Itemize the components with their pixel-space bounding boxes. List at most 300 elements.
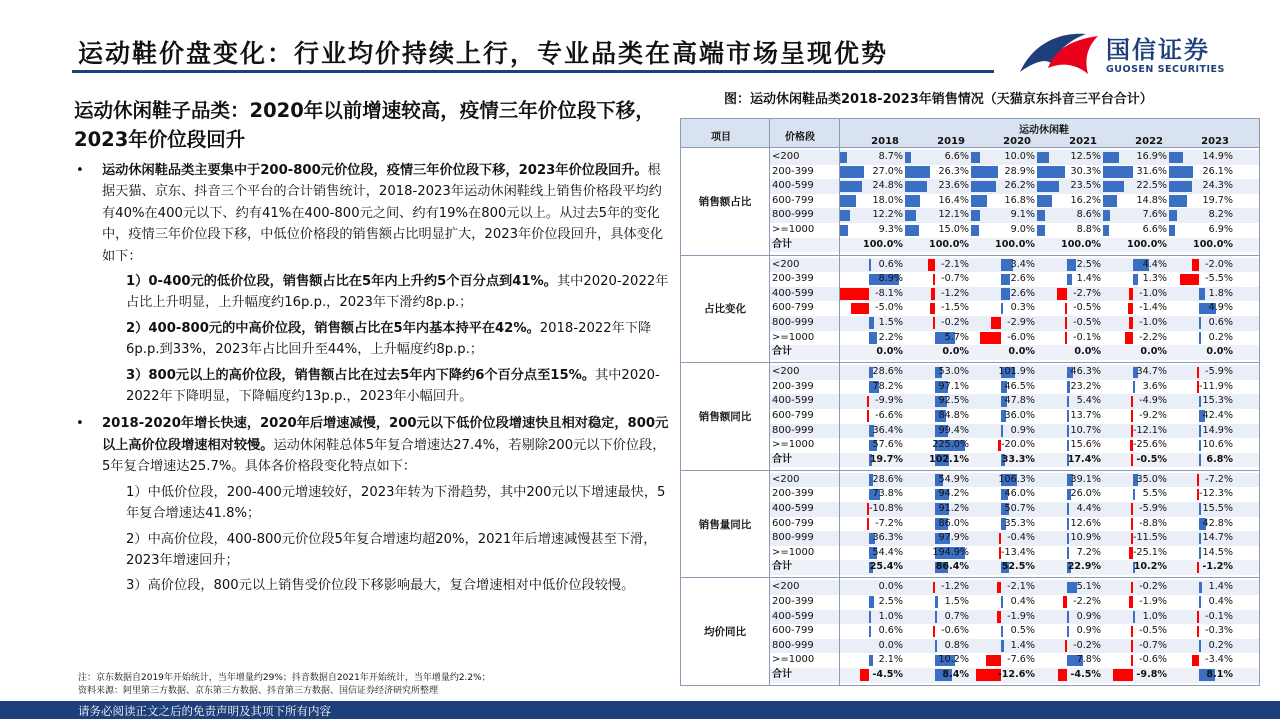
price-band-label: 800-999 — [772, 424, 814, 436]
value-cell — [1103, 595, 1169, 610]
cell-value: -0.5% — [1073, 316, 1101, 328]
cell-value: 33.3% — [1001, 453, 1035, 465]
price-band-label: <200 — [772, 258, 800, 270]
cell-value: 3.4% — [1010, 258, 1035, 270]
bullet-2-text: 运动休闲鞋总体5年复合增速达27.4%，若剔除200元以下价位段，5年复合增速达25.7%。具体各价格段变化特点如下： — [102, 437, 666, 475]
table-row — [769, 331, 1259, 346]
cell-value: 42.4% — [1202, 409, 1233, 421]
value-cell — [1103, 424, 1169, 439]
cell-value: 0.0% — [942, 346, 969, 358]
cell-value: 16.4% — [938, 194, 969, 206]
data-bar — [1199, 582, 1202, 594]
value-cell — [971, 487, 1037, 502]
table-row — [769, 580, 1259, 595]
value-cell — [1037, 560, 1103, 575]
cell-value: 0.0% — [878, 639, 903, 651]
header-item: 项目 — [711, 132, 731, 143]
cell-value: 100.0% — [929, 238, 969, 250]
value-cell — [839, 409, 905, 424]
cell-value: 5.7% — [944, 331, 969, 343]
price-band-label: 600-799 — [772, 194, 814, 206]
data-bar — [851, 303, 869, 315]
data-bar — [1131, 626, 1133, 638]
cell-value: -2.0% — [1205, 258, 1233, 270]
value-cell — [905, 487, 971, 502]
value-cell — [1103, 223, 1169, 238]
value-cell — [1103, 473, 1169, 488]
data-bar — [905, 152, 911, 164]
price-band-label: <200 — [772, 151, 800, 162]
value-cell — [1103, 165, 1169, 180]
value-cell — [839, 316, 905, 331]
value-cell — [971, 409, 1037, 424]
price-band-label: 200-399 — [772, 488, 814, 500]
value-cell — [839, 301, 905, 316]
data-bar — [1113, 669, 1133, 681]
value-cell — [839, 238, 905, 253]
value-cell — [1103, 624, 1169, 639]
cell-value: 8.9% — [878, 273, 903, 285]
price-band-label: 600-799 — [772, 517, 814, 529]
data-bar — [935, 640, 937, 652]
value-cell — [1037, 223, 1103, 238]
value-cell — [1103, 546, 1169, 561]
value-cell — [1037, 409, 1103, 424]
data-bar — [928, 259, 935, 271]
data-bar — [839, 225, 848, 237]
value-cell — [839, 487, 905, 502]
value-cell — [839, 610, 905, 625]
value-cell — [971, 258, 1037, 273]
value-cell — [1169, 179, 1235, 194]
value-cell — [1103, 653, 1169, 668]
year-header: 2021 — [1069, 136, 1097, 147]
value-cell — [1169, 595, 1235, 610]
table-row — [769, 238, 1259, 253]
table-row — [769, 301, 1259, 316]
data-bar — [935, 596, 938, 608]
cell-value: 0.0% — [878, 581, 903, 593]
value-cell — [1169, 438, 1235, 453]
title-underline — [72, 70, 994, 73]
value-cell — [1037, 653, 1103, 668]
value-cell — [1169, 639, 1235, 654]
value-cell — [1103, 668, 1169, 683]
data-bar — [931, 288, 935, 300]
value-cell — [1103, 331, 1169, 346]
bullet-dot-icon: • — [76, 163, 84, 178]
cell-value: 8.8% — [1076, 224, 1101, 235]
value-cell — [905, 301, 971, 316]
data-bar — [991, 317, 1001, 329]
data-bar — [1199, 640, 1201, 652]
value-cell — [1037, 624, 1103, 639]
cell-value: 57.6% — [872, 439, 903, 451]
table-row — [769, 208, 1259, 223]
data-bar — [1037, 152, 1049, 164]
table-row — [769, 453, 1259, 468]
block-label: 占比变化 — [704, 303, 746, 316]
table-row — [769, 639, 1259, 654]
data-bar — [1131, 582, 1133, 594]
cell-value: 0.4% — [1208, 595, 1233, 607]
cell-value: 8.6% — [1076, 209, 1101, 221]
data-bar — [1067, 533, 1069, 545]
cell-value: 22.9% — [1067, 561, 1101, 573]
guosen-logo — [1018, 28, 1258, 82]
value-cell — [839, 639, 905, 654]
data-bar — [1192, 259, 1199, 271]
value-cell — [905, 580, 971, 595]
disclaimer-text: 请务必阅读正文之后的免责声明及其项下所有内容 — [78, 704, 331, 718]
cell-value: 7.8% — [1076, 654, 1101, 666]
value-cell — [839, 438, 905, 453]
cell-value: 2.1% — [878, 654, 903, 666]
data-bar — [1037, 225, 1045, 237]
cell-value: -0.7% — [1139, 639, 1167, 651]
cell-value: 14.7% — [1202, 532, 1233, 544]
cell-value: -1.9% — [1007, 610, 1035, 622]
data-bar — [1199, 440, 1201, 452]
cell-value: 12.2% — [872, 209, 903, 221]
cell-value: -7.2% — [875, 517, 903, 529]
price-band-label: 400-599 — [772, 502, 814, 514]
sub-point-6: 3）高价位段，800元以上销售受价位段下移影响最大，复合增速相对中低价位段较慢。 — [126, 578, 635, 594]
cell-value: -0.2% — [941, 316, 969, 328]
value-cell — [971, 580, 1037, 595]
value-cell — [1037, 610, 1103, 625]
table-row — [769, 624, 1259, 639]
cell-value: -5.0% — [875, 302, 903, 314]
value-cell — [971, 438, 1037, 453]
cell-value: 1.4% — [1208, 581, 1233, 593]
value-cell — [1103, 272, 1169, 287]
data-bar — [1199, 425, 1201, 437]
sub-2-bold: 2）400-800元的中高价位段，销售额占比在5年内基本持平在42%。 — [126, 320, 540, 336]
value-cell — [905, 453, 971, 468]
cell-value: 15.3% — [1202, 395, 1233, 407]
value-cell — [839, 546, 905, 561]
data-bar — [1001, 303, 1003, 315]
sub-3-bold: 3）800元以上的高价位段，销售额占比在过去5年内下降约6个百分点至15%。 — [126, 367, 596, 383]
value-cell — [1037, 208, 1103, 223]
data-bar — [1133, 489, 1135, 501]
cell-value: 25.4% — [869, 561, 903, 573]
value-cell — [1103, 365, 1169, 380]
data-bar — [839, 181, 862, 193]
cell-value: 46.5% — [1004, 380, 1035, 392]
data-bar — [1067, 425, 1069, 437]
data-bar — [935, 611, 937, 623]
cell-value: 35.0% — [1136, 473, 1167, 485]
cell-value: 6.8% — [1206, 453, 1233, 465]
cell-value: 7.6% — [1142, 209, 1167, 221]
cell-value: -1.0% — [1139, 316, 1167, 328]
section-title: 运动休闲鞋子品类：2020年以前增速较高，疫情三年价位段下移，2023年价位段回升 — [74, 99, 655, 151]
cell-value: 12.6% — [1070, 517, 1101, 529]
value-cell — [839, 560, 905, 575]
block-label: 均价同比 — [704, 626, 746, 639]
year-header: 2019 — [937, 136, 965, 147]
cell-value: 36.3% — [872, 532, 903, 544]
cell-value: 8.2% — [1208, 209, 1233, 221]
column-divider — [769, 119, 770, 685]
value-cell — [971, 531, 1037, 546]
data-bar — [1129, 317, 1133, 329]
value-cell — [905, 165, 971, 180]
value-cell — [905, 473, 971, 488]
cell-value: -5.5% — [1205, 273, 1233, 285]
cell-value: -4.5% — [872, 668, 903, 680]
cell-value: 91.2% — [938, 502, 969, 514]
cell-value: -6.6% — [875, 409, 903, 421]
value-cell — [1103, 179, 1169, 194]
value-cell — [1037, 194, 1103, 209]
data-bar — [997, 582, 1001, 594]
price-band-label: 200-399 — [772, 273, 814, 285]
cell-value: 16.9% — [1136, 151, 1167, 162]
cell-value: 100.0% — [1193, 238, 1233, 250]
value-cell — [971, 473, 1037, 488]
value-cell — [905, 365, 971, 380]
value-cell — [1037, 487, 1103, 502]
data-bar — [1001, 640, 1004, 652]
data-bar — [869, 259, 871, 271]
table-row — [769, 424, 1259, 439]
value-cell — [1169, 546, 1235, 561]
data-bar — [1199, 396, 1201, 408]
value-cell — [971, 223, 1037, 238]
cell-value: -1.2% — [941, 581, 969, 593]
year-header: 2022 — [1135, 136, 1163, 147]
year-header: 2023 — [1201, 136, 1229, 147]
cell-value: 23.2% — [1070, 380, 1101, 392]
cell-value: 15.6% — [1070, 439, 1101, 451]
cell-value: 92.5% — [938, 395, 969, 407]
data-bar — [1065, 332, 1067, 344]
block-label: 销售额占比 — [698, 195, 752, 208]
data-bar — [1067, 626, 1069, 638]
value-cell — [905, 194, 971, 209]
value-cell — [1169, 223, 1235, 238]
data-bar — [933, 317, 935, 329]
value-cell — [905, 424, 971, 439]
value-cell — [1103, 453, 1169, 468]
cell-value: -1.9% — [1139, 595, 1167, 607]
cell-value: 2.5% — [1076, 258, 1101, 270]
value-cell — [1037, 316, 1103, 331]
value-cell — [839, 453, 905, 468]
data-bar — [869, 655, 873, 667]
cell-value: 1.3% — [1142, 273, 1167, 285]
price-band-label: <200 — [772, 581, 800, 593]
header-category: 运动休闲鞋 — [1019, 125, 1069, 136]
value-cell — [839, 653, 905, 668]
cell-value: -2.1% — [941, 258, 969, 270]
value-cell — [1169, 668, 1235, 683]
bullet-1-bold: 运动休闲鞋品类主要集中于200-800元价位段，疫情三年价位段下移，2023年价位段回升。 — [102, 163, 648, 178]
value-cell — [1169, 316, 1235, 331]
cell-value: 0.7% — [944, 610, 969, 622]
cell-value: 0.2% — [1208, 639, 1233, 651]
value-cell — [1037, 424, 1103, 439]
header-price-band: 价格段 — [785, 132, 815, 143]
cell-value: 26.3% — [938, 165, 969, 177]
value-cell — [1037, 546, 1103, 561]
cell-value: 4.4% — [1142, 258, 1167, 270]
data-bar — [1067, 547, 1069, 559]
value-cell — [1037, 301, 1103, 316]
value-cell — [1169, 380, 1235, 395]
cell-value: -2.2% — [1139, 331, 1167, 343]
cell-value: -25.1% — [1133, 546, 1167, 558]
value-cell — [971, 179, 1037, 194]
cell-value: 31.6% — [1136, 165, 1167, 177]
value-cell — [905, 238, 971, 253]
data-bar — [971, 166, 998, 178]
data-bar — [1169, 195, 1187, 207]
data-bar — [933, 626, 935, 638]
table-block — [681, 578, 1259, 686]
value-cell — [1103, 487, 1169, 502]
value-cell — [971, 624, 1037, 639]
data-bar — [1037, 210, 1045, 222]
cell-value: -0.3% — [1205, 625, 1233, 637]
cell-value: 0.4% — [1010, 595, 1035, 607]
value-cell — [839, 165, 905, 180]
price-band-label: 800-999 — [772, 639, 814, 651]
data-bar — [1125, 332, 1133, 344]
cell-value: 19.7% — [1202, 194, 1233, 206]
value-cell — [971, 639, 1037, 654]
cell-value: 28.9% — [1004, 165, 1035, 177]
cell-value: -2.9% — [1007, 316, 1035, 328]
cell-value: 10.6% — [1202, 439, 1233, 451]
bullet-dot-icon: • — [76, 416, 84, 432]
cell-value: 1.4% — [1076, 273, 1101, 285]
value-cell — [1169, 272, 1235, 287]
block-label: 销售量同比 — [698, 518, 752, 531]
data-bar — [1067, 396, 1069, 408]
price-band-label: 400-599 — [772, 287, 814, 299]
value-cell — [1103, 610, 1169, 625]
value-cell — [1169, 365, 1235, 380]
table-row — [769, 345, 1259, 360]
value-cell — [839, 179, 905, 194]
value-cell — [905, 610, 971, 625]
cell-value: 9.0% — [1010, 224, 1035, 235]
data-bar — [867, 518, 869, 530]
table-header — [681, 119, 1259, 148]
cell-value: 194.9% — [932, 546, 969, 558]
data-bar — [1067, 274, 1072, 286]
cell-value: -1.4% — [1139, 302, 1167, 314]
cell-value: 6.6% — [1142, 224, 1167, 235]
cell-value: -1.0% — [1139, 287, 1167, 299]
cell-value: 1.0% — [878, 610, 903, 622]
cell-value: 16.2% — [1070, 194, 1101, 206]
cell-value: 10.9% — [1070, 532, 1101, 544]
value-cell — [1037, 150, 1103, 165]
cell-value: 26.0% — [1070, 488, 1101, 500]
table-row — [769, 380, 1259, 395]
value-cell — [971, 345, 1037, 360]
cell-value: 0.6% — [878, 625, 903, 637]
cell-value: 26.1% — [1202, 165, 1233, 177]
data-bar — [1199, 332, 1201, 344]
value-cell — [1169, 301, 1235, 316]
value-cell — [839, 258, 905, 273]
table-row — [769, 502, 1259, 517]
value-cell — [1037, 365, 1103, 380]
data-bar — [1133, 611, 1135, 623]
data-bar — [1037, 181, 1059, 193]
cell-value: 36.4% — [872, 424, 903, 436]
cell-value: 24.3% — [1202, 180, 1233, 192]
value-cell — [971, 301, 1037, 316]
sub-point-1 — [74, 271, 670, 314]
data-bar — [1199, 288, 1205, 300]
price-band-label: 400-599 — [772, 610, 814, 622]
value-cell — [971, 331, 1037, 346]
value-cell — [905, 316, 971, 331]
value-cell — [1037, 453, 1103, 468]
cell-value: 100.0% — [1061, 238, 1101, 250]
price-band-label: 600-799 — [772, 302, 814, 314]
price-band-label: >=1000 — [772, 654, 815, 666]
price-band-label: <200 — [772, 473, 800, 485]
cell-value: 10.7% — [1070, 424, 1101, 436]
data-bar — [1067, 518, 1069, 530]
price-band-label: >=1000 — [772, 546, 815, 558]
cell-value: -2.7% — [1073, 287, 1101, 299]
logo-chinese-text: 国信证券 — [1106, 36, 1210, 64]
cell-value: 50.7% — [1004, 502, 1035, 514]
price-band-label: >=1000 — [772, 331, 815, 343]
table-block — [681, 363, 1259, 471]
price-band-label: 200-399 — [772, 165, 814, 177]
bullet-point-2 — [74, 413, 670, 477]
value-cell — [1103, 150, 1169, 165]
data-bar — [933, 274, 935, 286]
table-row — [769, 258, 1259, 273]
data-bar — [869, 626, 871, 638]
value-cell — [839, 424, 905, 439]
value-cell — [905, 345, 971, 360]
cell-value: 94.2% — [938, 488, 969, 500]
data-bar — [1133, 381, 1135, 393]
cell-value: -8.1% — [875, 287, 903, 299]
value-cell — [1169, 502, 1235, 517]
data-bar — [1131, 640, 1133, 652]
data-bar — [971, 195, 987, 207]
value-cell — [1037, 165, 1103, 180]
value-cell — [839, 150, 905, 165]
bullet-2-bold: 2018-2020年增长快速，2020年后增速减慢，200元以下低价位段增速快且相对稳定，800元以上高价位段增速相对较慢。 — [102, 416, 669, 453]
value-cell — [839, 380, 905, 395]
column-divider — [839, 119, 840, 685]
price-band-label: 合计 — [772, 453, 792, 465]
cell-value: -2.2% — [1073, 595, 1101, 607]
data-bar — [971, 210, 980, 222]
data-bar — [1197, 474, 1199, 486]
value-cell — [839, 194, 905, 209]
value-cell — [971, 272, 1037, 287]
data-bar — [1199, 454, 1201, 466]
cell-value: 8.4% — [942, 668, 969, 680]
value-cell — [1169, 409, 1235, 424]
value-cell — [905, 208, 971, 223]
